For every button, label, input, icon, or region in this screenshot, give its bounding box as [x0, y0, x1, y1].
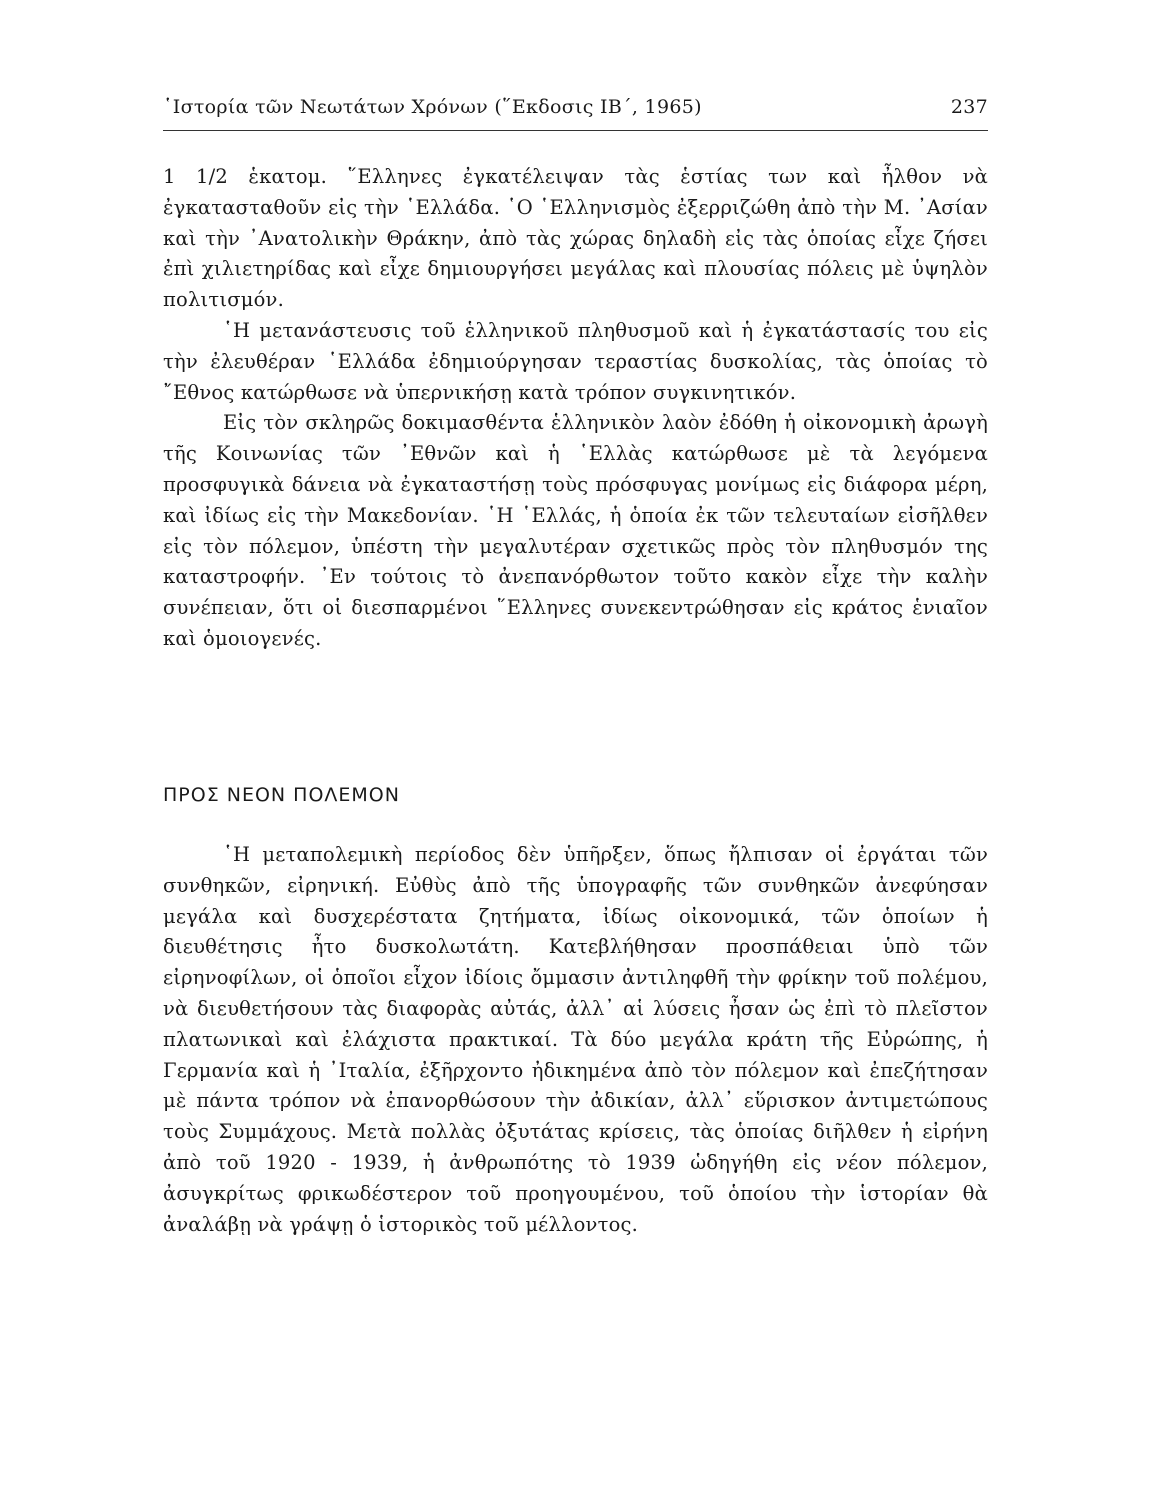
paragraph-postwar: ῾Η μεταπολεμικὴ περίοδος δὲν ὑπῆρξεν, ὅπως ἤλπισαν οἱ ἐργάται τῶν συνθηκῶν, εἰρηνική. Εὐθὺς ἀπὸ τῆς ὑπογραφῆς τῶν συνθηκῶν ἀνεφύησαν μεγάλα καὶ δυσχερέστατα ζητήματα, ἰδίως οἰκονομικά, τῶν ὁποίων ἡ διευθέτησις ἦτο δυσκολωτάτη. Κατεβλήθησαν προσπάθειαι ὑπὸ τῶν εἰρηνοφίλων, οἱ ὁποῖοι εἶχον ἰδίοις ὄμμασιν ἀντιληφθῆ τὴν φρίκην τοῦ πολέμου, νὰ διευθετήσουν τὰς διαφορὰς αὐτάς, ἀλλ᾿ αἱ λύσεις ἦσαν ὡς ἐπὶ τὸ πλεῖστον πλατωνικαὶ καὶ ἐλάχιστα πρακτικαί. Τὰ δύο μεγάλα κράτη τῆς Εὐρώπης, ἡ Γερμανία καὶ ἡ ᾿Ιταλία, ἐξῆρχοντο ἠδικημένα ἀπὸ τὸν πόλεμον καὶ ἐπεζήτησαν μὲ πάντα τρόπον νὰ ἐπανορθώσουν τὴν ἀδικίαν, ἀλλ᾿ εὕρισκον ἀντιμετώπους τοὺς Συμμάχους. Μετὰ πολλὰς ὀξυτάτας κρίσεις, τὰς ὁποίας διῆλθεν ἡ εἰρήνη ἀπὸ τοῦ 1920 - 1939, ἡ ἀνθρωπότης τὸ 1939 ὡδηγήθη εἰς νέον πόλεμον, ἀσυγκρίτως φρικωδέστερον τοῦ προηγουμένου, τοῦ ὁποίου τὴν ἱστορίαν θὰ ἀναλάβῃ νὰ γράψῃ ὁ ἱστορικὸς τοῦ μέλλοντος. [163, 843, 988, 1236]
paragraph-migration: ῾Η μετανάστευσις τοῦ ἑλληνικοῦ πληθυσμοῦ καὶ ἡ ἐγκατάστασίς του εἰς τὴν ἐλευθέραν ῾Ελλάδα ἐδημιούργησαν τεραστίας δυσκολίας, τὰς ὁποίας τὸ ῎Εθνος κατώρθωσε νὰ ὑπερνικήσῃ κατὰ τρόπον συγκινητικόν. [163, 318, 988, 404]
running-header [163, 96, 988, 126]
header-rule [163, 130, 988, 131]
section-heading: ΠΡΟΣ ΝΕΟΝ ΠΟΛΕΜΟΝ [163, 784, 400, 806]
page-number: 237 [950, 96, 988, 118]
paragraph-continuation: 1 1/2 ἑκατομ. ῞Ελληνες ἐγκατέλειψαν τὰς ἑστίας των καὶ ἦλθον νὰ ἐγκατασταθοῦν εἰς τὴν ῾Ελλάδα. ῾Ο ῾Ελληνισμὸς ἐξερριζώθη ἀπὸ τὴν Μ. ᾿Ασίαν καὶ τὴν ᾿Ανατολικὴν Θράκην, ἀπὸ τὰς χώρας δηλαδὴ εἰς τὰς ὁποίας εἶχε ζήσει ἐπὶ χιλιετηρίδας καὶ εἶχε δημιουργήσει μεγάλας καὶ πλουσίας πόλεις μὲ ὑψηλὸν πολιτισμόν. [163, 165, 988, 312]
text-block-top [163, 162, 988, 655]
text-block-section [163, 840, 988, 1240]
paragraph-aid: Εἰς τὸν σκληρῶς δοκιμασθέντα ἑλληνικὸν λαὸν ἐδόθη ἡ οἰκονομικὴ ἀρωγὴ τῆς Κοινωνίας τῶν ᾿Εθνῶν καὶ ἡ ῾Ελλὰς κατώρθωσε μὲ τὰ λεγόμενα προσφυγικὰ δάνεια νὰ ἐγκαταστήσῃ τοὺς πρόσφυγας μονίμως εἰς διάφορα μέρη, καὶ ἰδίως εἰς τὴν Μακεδονίαν. ῾Η ῾Ελλάς, ἡ ὁποία ἐκ τῶν τελευταίων εἰσῆλθεν εἰς τὸν πόλεμον, ὑπέστη τὴν μεγαλυτέραν σχετικῶς πρὸς τὸν πληθυσμόν της καταστροφήν. ᾿Εν τούτοις τὸ ἀνεπανόρθωτον τοῦτο κακὸν εἶχε τὴν καλὴν συνέπειαν, ὅτι οἱ διεσπαρμένοι ῞Ελληνες συνεκεντρώθησαν εἰς κράτος ἑνιαῖον καὶ ὁμοιογενές. [163, 411, 988, 650]
header-title: ῾Ιστορία τῶν Νεωτάτων Χρόνων (῞Εκδοσις ΙΒ΄, 1965) [163, 96, 702, 118]
